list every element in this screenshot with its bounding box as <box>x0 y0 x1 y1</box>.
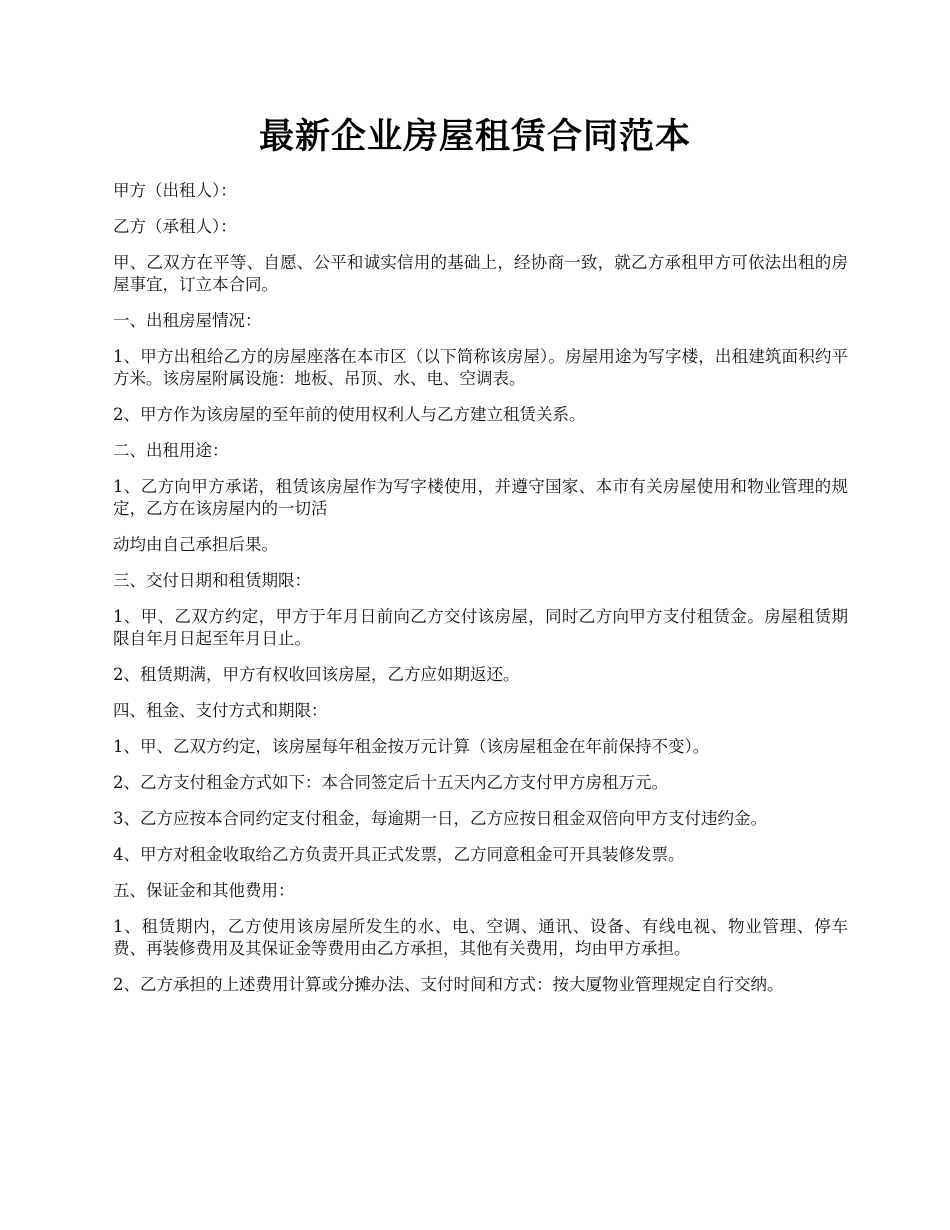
clause-3-2: 2、租赁期满，甲方有权收回该房屋，乙方应如期返还。 <box>113 665 520 684</box>
section-heading-4: 四、租金、支付方式和期限： <box>113 701 328 720</box>
clause-5-2: 2、乙方承担的上述费用计算或分摊办法、支付时间和方式：按大厦物业管理规定自行交纳。 <box>113 975 784 994</box>
clause-4-1: 1、甲、乙双方约定，该房屋每年租金按万元计算（该房屋租金在年前保持不变）。 <box>113 737 710 756</box>
clause-2-1-continued: 动均由自己承担后果。 <box>113 535 278 554</box>
clause-3-1: 1、甲、乙双方约定，甲方于年月日前向乙方交付该房屋，同时乙方向甲方支付租赁金。房屋租赁期限自年月日起至年月日止。 <box>113 607 848 648</box>
clause-4-3: 3、乙方应按本合同约定支付租金，每逾期一日，乙方应按日租金双倍向甲方支付违约金。 <box>113 809 767 828</box>
clause-4-4: 4、甲方对租金收取给乙方负责开具正式发票，乙方同意租金可开具装修发票。 <box>113 845 685 864</box>
section-heading-5: 五、保证金和其他费用： <box>113 881 295 900</box>
section-heading-2: 二、出租用途： <box>113 441 229 460</box>
clause-4-2: 2、乙方支付租金方式如下：本合同签定后十五天内乙方支付甲方房租万元。 <box>113 773 668 792</box>
document-title: 最新企业房屋租赁合同范本 <box>258 116 691 157</box>
clause-1-2: 2、甲方作为该房屋的至年前的使用权利人与乙方建立租赁关系。 <box>113 405 586 424</box>
clause-2-1: 1、乙方向甲方承诺，租赁该房屋作为写字楼使用，并遵守国家、本市有关房屋使用和物业管理的规定，乙方在该房屋内的一切活 <box>113 477 848 518</box>
section-heading-1: 一、出租房屋情况： <box>113 311 262 330</box>
paragraph-party-a: 甲方（出租人）： <box>113 181 237 200</box>
paragraph-party-b: 乙方（承租人）： <box>113 217 237 236</box>
clause-1-1: 1、甲方出租给乙方的房屋座落在本市区（以下简称该房屋）。房屋用途为写字楼，出租建筑面积约平方米。该房屋附属设施：地板、吊顶、水、电、空调表。 <box>113 347 848 388</box>
section-heading-3: 三、交付日期和租赁期限： <box>113 571 311 590</box>
paragraph-preamble: 甲、乙双方在平等、自愿、公平和诚实信用的基础上，经协商一致，就乙方承租甲方可依法出租的房屋事宜，订立本合同。 <box>113 253 848 294</box>
document-body <box>113 180 848 1010</box>
clause-5-1: 1、租赁期内，乙方使用该房屋所发生的水、电、空调、通讯、设备、有线电视、物业管理、停车费、再装修费用及其保证金等费用由乙方承担，其他有关费用，均由甲方承担。 <box>113 917 848 958</box>
